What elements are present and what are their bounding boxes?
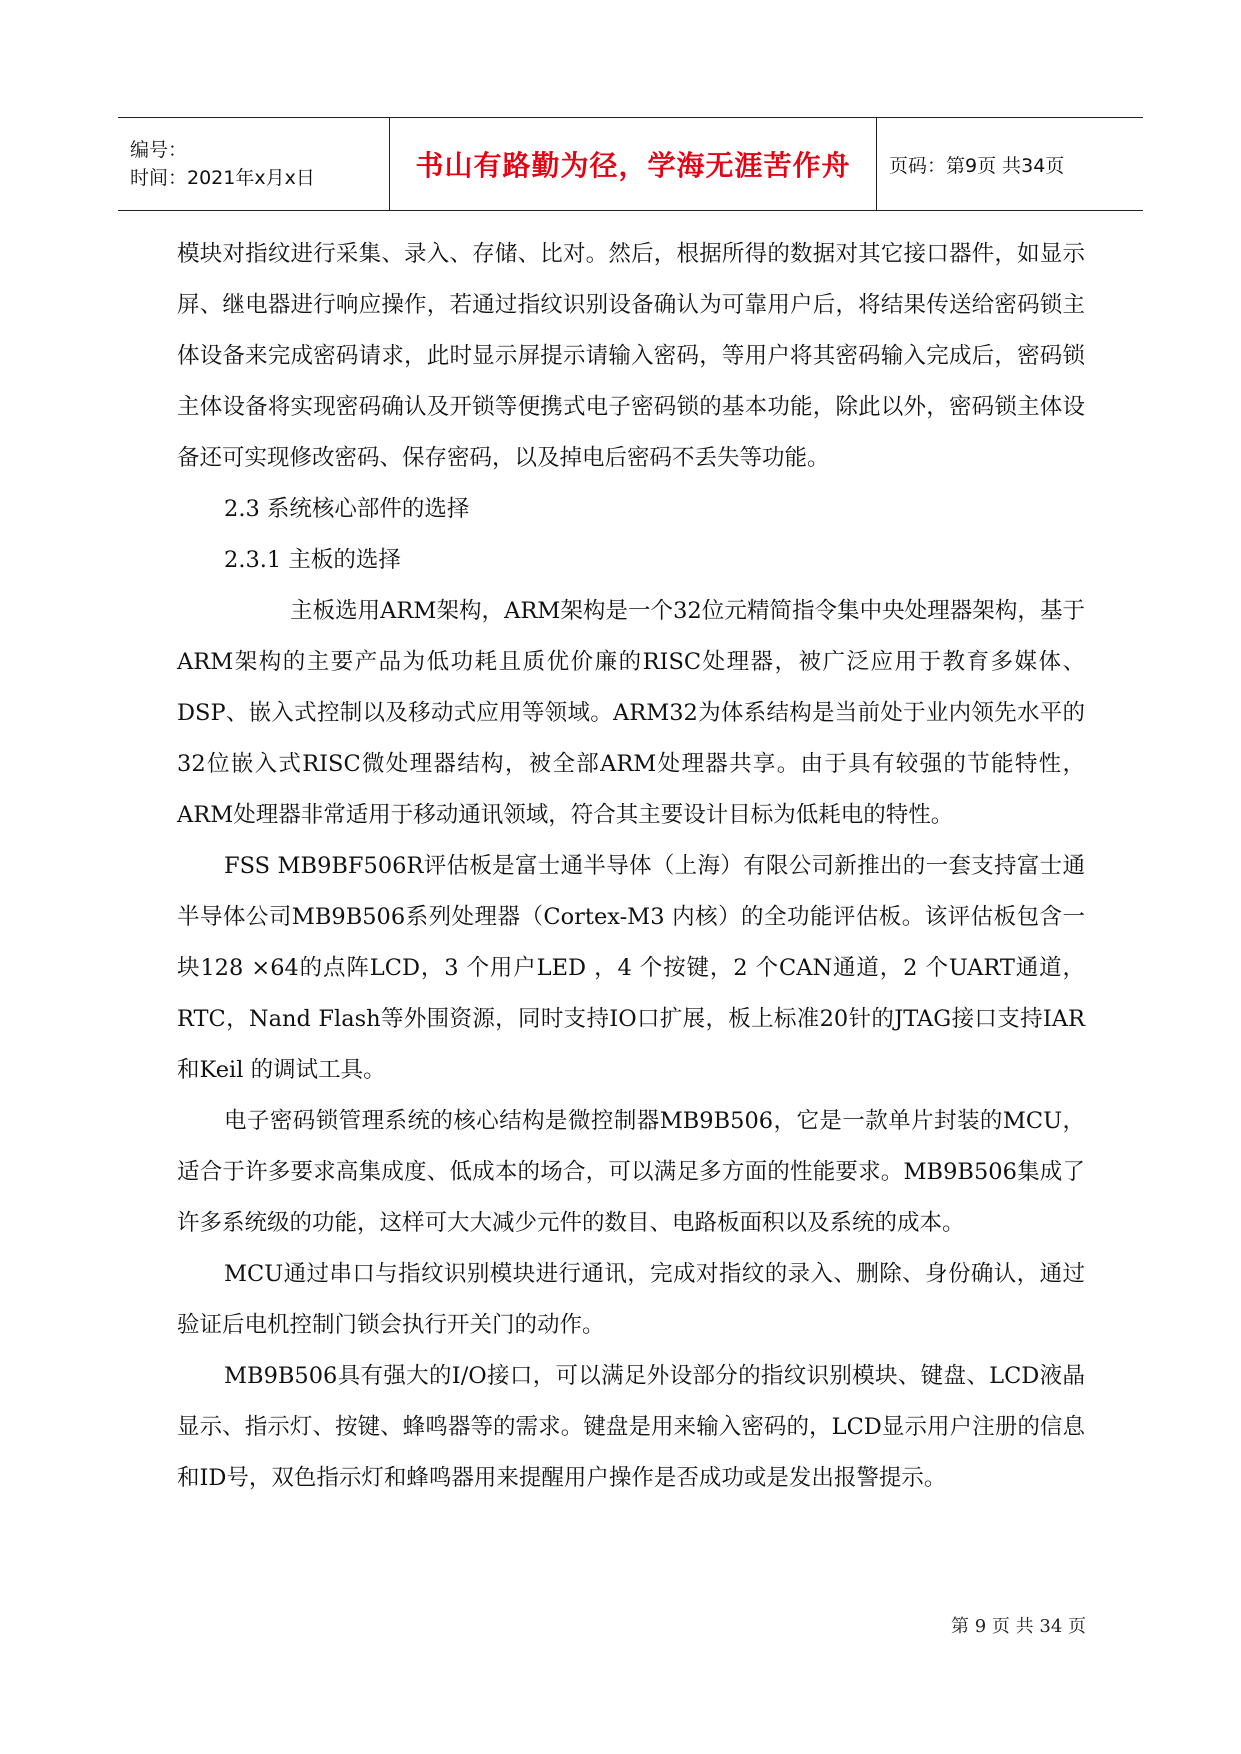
page-footer: 第 9 页 共 34 页 [951,1616,1086,1637]
header-time-label: 时间：2021年x月x日 [130,167,315,189]
body-paragraph: FSS MB9BF506R评估板是富士通半导体（上海）有限公司新推出的一套支持富士通半导体公司MB9B506系列处理器（Cortex-M3 内核）的全功能评估板。该评估板包含一块128 ×64的点阵LCD，3 个用户LED ，4 个按键，2 个CAN通道，2 个UART通道，RTC，Nand Flash等外围资源，同时支持IO口扩展，板上标准20针的JTAG接口支持IAR 和Keil 的调试工具。 [177,853,1085,1083]
body-paragraph: MCU通过串口与指纹识别模块进行通讯，完成对指纹的录入、删除、身份确认，通过验证后电机控制门锁会执行开关门的动作。 [177,1261,1085,1338]
document-body [177,229,1085,1504]
header-motto: 书山有路勤为径，学海无涯苦作舟 [390,118,877,210]
section-heading: 2.3 系统核心部件的选择 [224,496,470,522]
subsection-heading: 2.3.1 主板的选择 [224,547,401,573]
header-number-label: 编号： [130,139,188,161]
body-paragraph: 主板选用ARM架构，ARM架构是一个32位元精简指令集中央处理器架构，基于ARM架构的主要产品为低功耗且质优价廉的RISC处理器，被广泛应用于教育多媒体、DSP、嵌入式控制以及移动式应用等领域。ARM32为体系结构是当前处于业内领先水平的32位嵌入式RISC微处理器结构，被全部ARM处理器共享。由于具有较强的节能特性，ARM处理器非常适用于移动通讯领域，符合其主要设计目标为低耗电的特性。 [177,598,1085,828]
header-page-label: 页码：第9页 共34页 [889,154,1065,177]
page-header [118,117,1143,211]
body-paragraph: MB9B506具有强大的I/O接口，可以满足外设部分的指纹识别模块、键盘、LCD液晶显示、指示灯、按键、蜂鸣器等的需求。键盘是用来输入密码的，LCD显示用户注册的信息和ID号，双色指示灯和蜂鸣器用来提醒用户操作是否成功或是发出报警提示。 [177,1363,1085,1491]
body-paragraph: 电子密码锁管理系统的核心结构是微控制器MB9B506，它是一款单片封装的MCU，适合于许多要求高集成度、低成本的场合，可以满足多方面的性能要求。MB9B506集成了许多系统级的功能，这样可大大减少元件的数目、电路板面积以及系统的成本。 [177,1108,1085,1236]
header-meta [118,118,390,210]
body-paragraph: 模块对指纹进行采集、录入、存储、比对。然后，根据所得的数据对其它接口器件，如显示屏、继电器进行响应操作，若通过指纹识别设备确认为可靠用户后，将结果传送给密码锁主体设备来完成密码请求，此时显示屏提示请输入密码，等用户将其密码输入完成后，密码锁主体设备将实现密码确认及开锁等便携式电子密码锁的基本功能，除此以外，密码锁主体设备还可实现修改密码、保存密码，以及掉电后密码不丢失等功能。 [177,241,1085,471]
